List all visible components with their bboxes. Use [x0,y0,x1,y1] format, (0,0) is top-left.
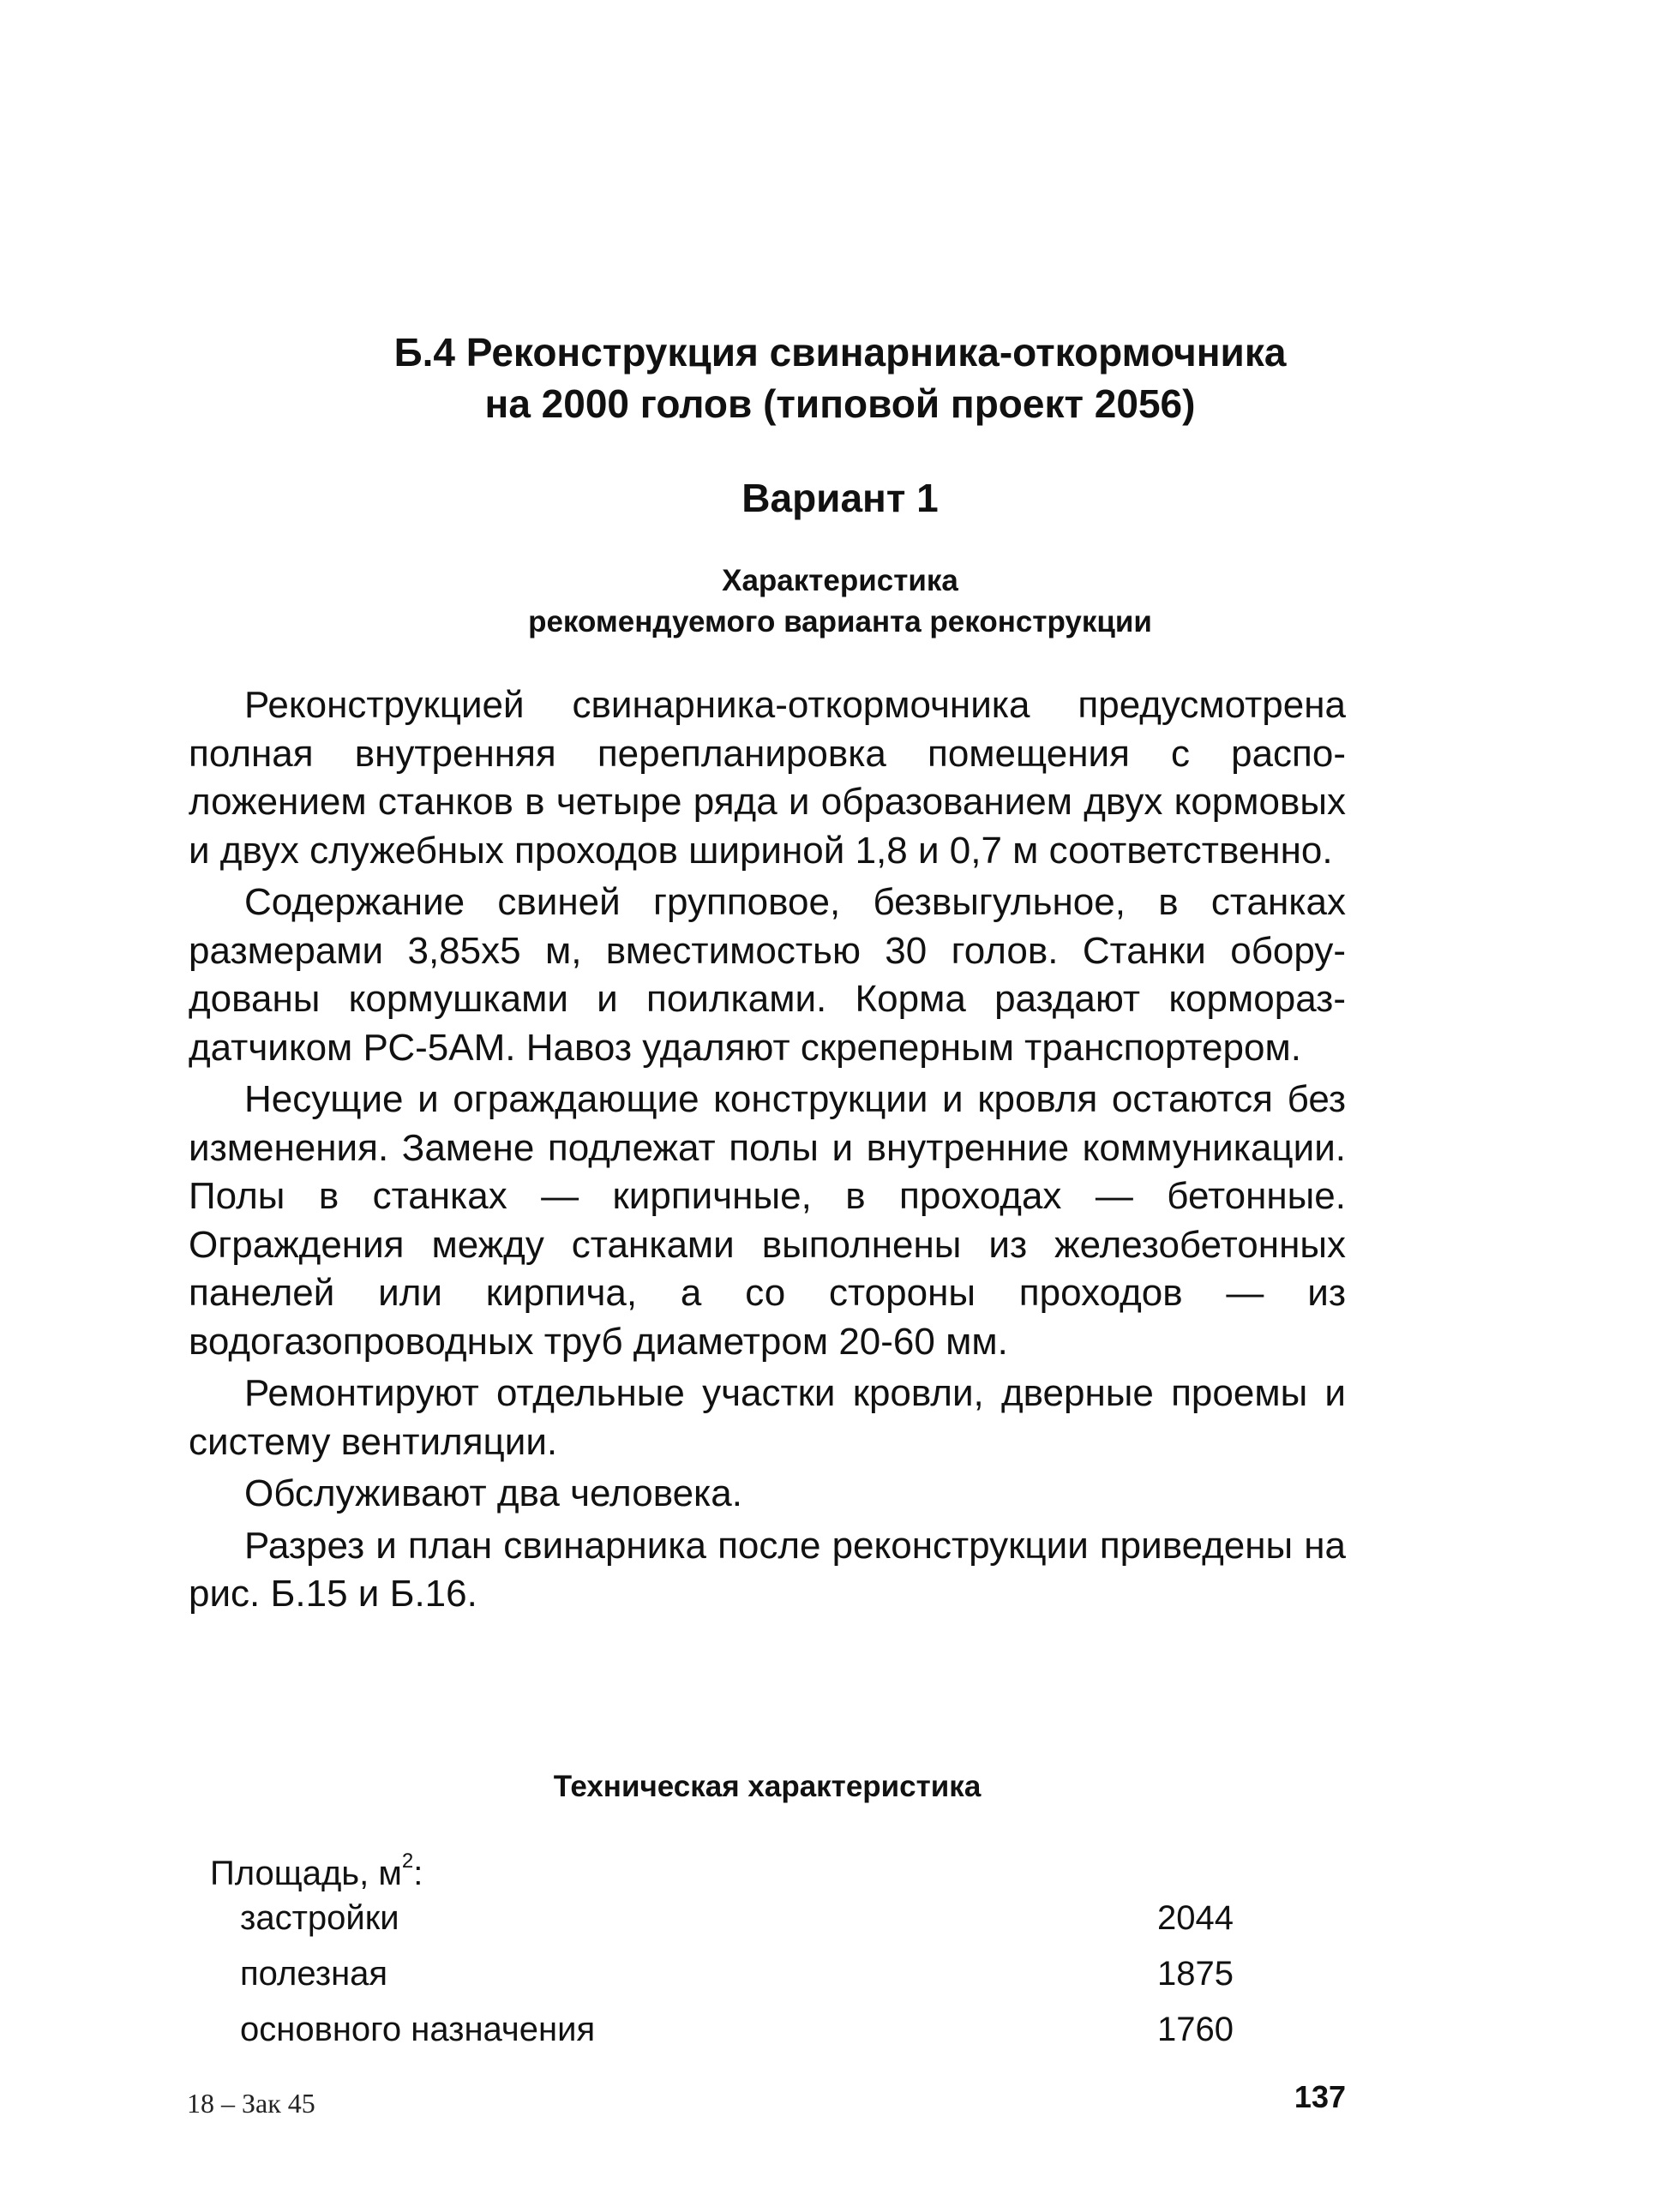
section-title-line2: на 2000 голов (типовой проект 2056) [484,381,1196,426]
spec-row-main-purpose [240,2008,1234,2051]
area-label-colon: : [413,1855,423,1892]
spec-row-value: 1875 [1157,1955,1234,1993]
spec-row-label: застройки [240,1899,399,1937]
printer-signature: 18 – Зак 45 [187,2088,315,2119]
paragraph-reconstruction: Реконструкцией свинарника-откормочника предусмотрена полная внутренняя перепланировка помещения с расположением станков в четыре ряда и образованием двух кормовых и двух служебных проходов шириной 1,8 и 0,7 м соответственно. [189,684,1346,872]
page-number: 137 [1294,2079,1346,2114]
area-label-text: Площадь, м [210,1855,402,1892]
body-text [189,681,1346,1622]
subtitle-line2: рекомендуемого варианта реконструкции [528,605,1152,638]
area-label [210,1840,423,1895]
paragraph-staff: Обслуживают два человека. [244,1472,742,1514]
spec-row-value: 1760 [1157,2011,1234,2048]
area-unit-superscript: 2 [401,1849,414,1873]
subtitle-line1: Характеристика [722,564,958,597]
tech-characteristics-heading: Техническая характеристика [553,1770,982,1803]
spec-row-value: 2044 [1157,1899,1234,1937]
spec-row-label: полезная [240,1955,388,1993]
variant-heading: Вариант 1 [741,476,939,520]
spec-row-label: основного назначения [240,2011,596,2048]
paragraph-structures: Несущие и ограждающие конструкции и кровля остаются без изменения. Замене подлежат полы и внутренние коммуникации. Полы в станках — кирпичные, в проходах — бетонные. Ограждения между станками выполнены из железобетонных панелей или кирпича, а со стороны проходов — из водогазопроводных труб диаметром 20-60 мм. [189,1078,1346,1363]
paragraph-repairs: Ремонтируют отдельные участки кровли, дверные проемы и систему вентиляции. [189,1372,1346,1463]
section-title-line1: Б.4 Реконструкция свинарника-откормочника [393,330,1287,375]
paragraph-keeping: Содержание свиней групповое, безвыгульное, в станках размерами 3,85х5 м, вместимостью 30 голов. Станки оборудованы кормушками и поилками. Корма раздают кормораздатчиком РС-5АМ. Навоз удаляют скреперным транспортером. [189,881,1346,1069]
spec-row-useful [240,1952,1234,1995]
spec-row-built-up [240,1897,1234,1939]
paragraph-figures: Разрез и план свинарника после реконструкции приведены на рис. Б.15 и Б.16. [189,1524,1346,1615]
